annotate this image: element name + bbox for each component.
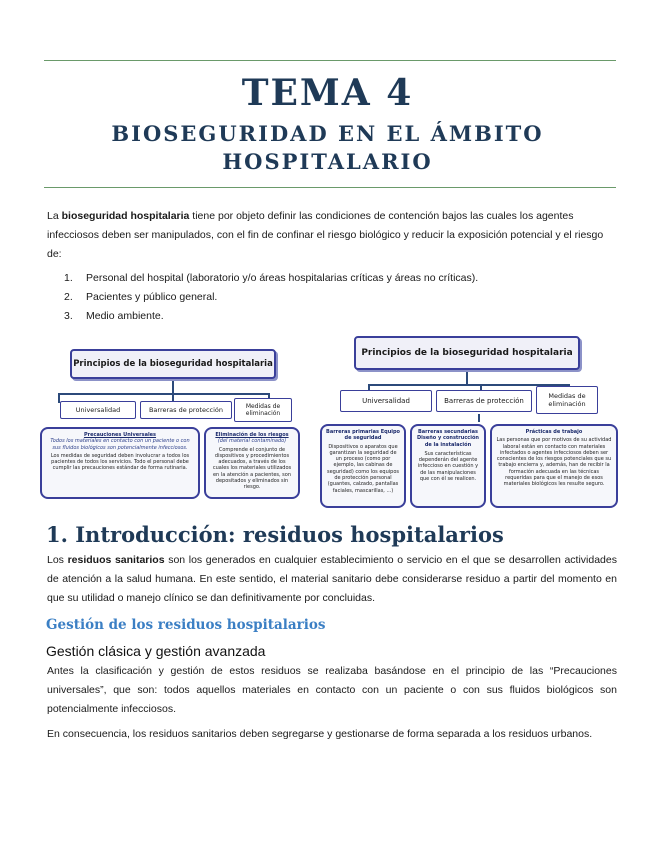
residuos-paragraph (47, 551, 617, 608)
panel-body: Dispositivos o aparatos que garantizan la seguridad de un proceso (como por ejemplo, las cabinas de seguridad) como los equipos de protección personal (guantes, calzado, pantallas faciales, mascarillas, ...) (326, 443, 400, 494)
panel-subtitle: (del material contaminado) (217, 438, 287, 445)
panel-title: Precauciones Universales (83, 432, 157, 438)
bottom-rule (44, 187, 616, 188)
subtitle-line-2: HOSPITALARIO (222, 149, 433, 174)
tab-universalidad: Universalidad (60, 401, 136, 419)
subsubsection-heading: Gestión clásica y gestión avanzada (46, 643, 266, 659)
panel-practicas (490, 424, 618, 508)
diagram-right (318, 332, 620, 512)
diagram-right-head: Principios de la bioseguridad hospitalaria (354, 336, 580, 370)
panel-body: Sus características dependerán del agente infeccioso en cuestión y de las manipulaciones que con él se realicen. (417, 450, 479, 483)
tab-barreras: Barreras de protección (140, 401, 232, 419)
panel-universalidad (40, 427, 200, 499)
intro-bold: bioseguridad hospitalaria (61, 210, 190, 222)
connector (466, 372, 468, 384)
panel-barreras-secundarias (410, 424, 486, 508)
panel-subtitle: Todos los materiales en contacto con un paciente o con sus fluidos biológicos son potencialmente infecciosos. (50, 438, 190, 451)
diagram-left-head: Principios de la bioseguridad hospitalaria (70, 349, 276, 379)
page-subtitle (60, 120, 595, 176)
list-number: 3. (64, 310, 73, 322)
list-number: 1. (64, 272, 73, 284)
panel-title: Barreras secundarias Diseño y construcción de la instalación (417, 429, 479, 448)
panel-barreras-primarias (320, 424, 406, 508)
subtitle-line-1: BIOSEGURIDAD EN EL ÁMBITO (111, 121, 544, 146)
risk-list (64, 269, 604, 326)
diagram-left (38, 345, 308, 505)
tab-universalidad: Universalidad (340, 390, 432, 412)
list-text: Pacientes y público general. (86, 291, 218, 303)
p1-rest: son los generados en cualquier establecimiento o servicio en el que se desarrollen actividades de atención a la salud humana. En este sentido, el material sanitario debe considerarse residuo a partir del momento en que su utilidad o manejo clínico se dan definitivamente por concluidas. (47, 554, 617, 604)
intro-rest: tiene por objeto definir las condiciones de contención bajos las cuales los agentes infecciosos deben ser manipulados, con el fin de confinar el riesgo biológico y reducir la exposición potencial y el riesgo de: (47, 210, 604, 260)
p1-bold: residuos sanitarios (67, 554, 165, 566)
connector (58, 393, 268, 395)
subsection-heading: Gestión de los residuos hospitalarios (46, 617, 326, 633)
p1-lead: Los (47, 554, 68, 566)
panel-title: Barreras primarias Equipo de seguridad (326, 429, 400, 442)
list-item (64, 307, 604, 326)
panel-eliminacion (204, 427, 300, 499)
intro-paragraph (47, 207, 617, 264)
panel-body: Los medidas de seguridad deben involucrar a todos los pacientes de todos los servicios. Todo el personal debe cumplir las precauciones estándar de forma rutinaria. (50, 452, 190, 472)
tab-medidas: Medidas de eliminación (536, 386, 598, 414)
panel-title: Prácticas de trabajo (525, 429, 583, 435)
consecuencia-paragraph: En consecuencia, los residuos sanitarios deben segregarse y gestionarse de forma separada a los residuos urbanos. (47, 728, 593, 740)
list-number: 2. (64, 291, 73, 303)
panel-body: Comprende el conjunto de dispositivos y procedimientos adecuados, a través de los cuales los materiales utilizados en la atención a pacientes, son depositados y eliminados sin riesgo. (212, 446, 292, 491)
top-rule (44, 60, 616, 61)
tab-barreras: Barreras de protección (436, 390, 532, 412)
list-text: Personal del hospital (laboratorio y/o áreas hospitalarias críticas y áreas no críticas). (86, 272, 479, 284)
list-item (64, 288, 604, 307)
connector (172, 381, 174, 393)
panel-body: Las personas que por motivos de su actividad laboral están en contacto con materiales infectados o agentes infecciosos deben ser conscientes de los riesgos potenciales que su trabajo encierra y, además, han de recibir la formación adecuada en las técnicas requeridas para que el manejo de esos materiales biológicos les resulte seguro. (496, 437, 612, 488)
gestion-paragraph: Antes la clasificación y gestión de estos residuos se realizaba basándose en el principio de las “Precauciones universales”, que son: todos aquellos materiales en contacto con un paciente o con sus fluidos biológicos son potencialmente infecciosos. (47, 665, 617, 715)
panel-title: Eliminación de los riesgos (215, 432, 289, 438)
tab-medidas: Medidas de eliminación (234, 398, 292, 422)
intro-lead: La (47, 210, 62, 222)
page-title: TEMA 4 (241, 72, 414, 114)
list-text: Medio ambiente. (86, 310, 164, 322)
connector (478, 414, 480, 422)
list-item (64, 269, 604, 288)
section-heading: 1. Introducción: residuos hospitalarios (46, 522, 504, 547)
